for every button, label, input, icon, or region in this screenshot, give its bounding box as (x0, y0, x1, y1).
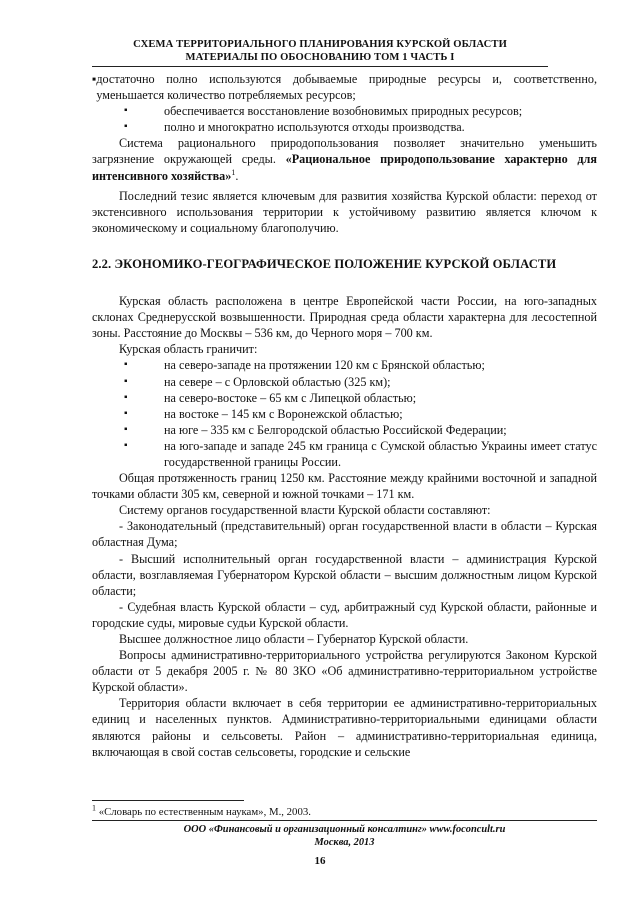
paragraph-rational: Система рационального природопользования позволяет значительно уменьшить загрязнение окружающей среды. «Рациональное природопользование характерно для интенсивного хозяйства»$^1$. (92, 136, 597, 183)
list-item (92, 119, 597, 135)
section-heading: 2.2. ЭКОНОМИКО-ГЕОГРАФИЧЕСКОЕ ПОЛОЖЕНИЕ КУРСКОЙ ОБЛАСТИ (92, 256, 557, 271)
list-item (92, 357, 597, 373)
bullet-icon: ▪ (124, 359, 128, 371)
list-item-text: на севере – с Орловской областью (325 км); (164, 374, 391, 389)
footer-company: ООО «Финансовый и организационный консалтинг» www.foconcult.ru (183, 824, 506, 835)
page-number: 16 (314, 855, 326, 867)
paragraph-legislative: - Законодательный (представительный) орган государственной власти в области – Курская областная Дума; (92, 519, 597, 550)
list-item (92, 438, 597, 470)
bullet-icon: ▪ (124, 375, 128, 387)
list-item (92, 103, 597, 119)
bullet-icon: ▪ (92, 72, 97, 86)
list-item (92, 406, 597, 422)
paragraph-thesis: Последний тезис является ключевым для развития хозяйства Курской области: переход от экстенсивного использования территории к устойчивому развитию является ключом к экономическому и социальному благополучию. (92, 188, 597, 235)
bullet-icon: ▪ (124, 407, 128, 419)
bullet-icon: ▪ (124, 391, 128, 403)
list-item-text: обеспечивается восстановление возобновимых природных ресурсов; (164, 104, 523, 119)
page-header (0, 38, 640, 67)
list-item (92, 374, 597, 390)
bullet-icon: ▪ (124, 121, 128, 133)
paragraph-length: Общая протяженность границ 1250 км. Расстояние между крайними восточной и западной точками области 305 км, северной и южной точками – 171 км. (92, 471, 597, 502)
header-subtitle: МАТЕРИАЛЫ ПО ОБОСНОВАНИЮ ТОМ 1 ЧАСТЬ I (92, 51, 548, 67)
footer-city-year: Москва, 2013 (314, 837, 375, 848)
list-item-text: на северо-западе на протяжении 120 км с Брянской областью; (164, 358, 485, 373)
footnote-divider (92, 800, 244, 801)
list-item-text: достаточно полно используются добываемые природные ресурсы и, соответственно, уменьшается количество потребляемых ресурсов; (96, 72, 597, 103)
list-item-text: на северо-востоке – 65 км с Липецкой областью; (164, 390, 417, 405)
paragraph-judicial: - Судебная власть Курской области – суд, арбитражный суд Курской области, районные и городские суды, мировые судьи Курской области. (92, 599, 597, 630)
header-title: СХЕМА ТЕРРИТОРИАЛЬНОГО ПЛАНИРОВАНИЯ КУРСКОЙ ОБЛАСТИ (133, 39, 507, 50)
list-item (92, 71, 597, 103)
paragraph-law: Вопросы административно-территориального устройства регулируются Законом Курской области от 5 декабря 2005 г. № 80 ЗКО «Об административно-территориальном устройстве Курской области». (92, 648, 597, 695)
bullet-icon: ▪ (124, 105, 128, 117)
list-item (92, 390, 597, 406)
document-body (92, 71, 597, 760)
list-item-text: на востоке – 145 км с Воронежской областью; (164, 406, 403, 421)
footnote-number: 1 (92, 803, 96, 813)
paragraph-system: Систему органов государственной власти Курской области составляют: (119, 503, 491, 518)
list-item (92, 422, 597, 438)
paragraph-borders-intro: Курская область граничит: (119, 342, 258, 357)
bullet-icon: ▪ (124, 423, 128, 435)
paragraph-executive: - Высший исполнительный орган государственной власти – администрация Курской области, возглавляемая Губернатором Курской области – высшим должностным лицом Курской области; (92, 551, 597, 598)
footnote-text: «Словарь по естественным наукам», М., 2003. (96, 806, 311, 818)
paragraph-territory: Территория области включает в себя территории ее административно-территориальных единиц и населенных пунктов. Административно-территориальными единицами области являются районы и сельсоветы. Район – административно-территориальная единица, включающая в свой состав сельсоветы, городские и сельские (92, 696, 597, 759)
paragraph-governor: Высшее должностное лицо области – Губернатор Курской области. (119, 632, 469, 646)
page-footer (92, 820, 597, 849)
paragraph-location: Курская область расположена в центре Европейской части России, на юго-западных склонах Среднерусской возвышенности. Природная среда области характерна для лесостепной зоны. Расстояние до Москвы – 536 км, до Черного моря – 700 км. (92, 294, 597, 341)
list-item-text: на юге – 335 км с Белгородской областью Российской Федерации; (164, 422, 507, 437)
footnote (92, 803, 311, 819)
bold-quote: «Рациональное природопользование характерно для интенсивного хозяйства» (92, 152, 597, 183)
bullet-icon: ▪ (124, 439, 128, 451)
list-item-text: полно и многократно используются отходы производства. (164, 120, 465, 135)
footnote-ref: 1 (231, 167, 236, 177)
list-item-text: на юго-западе и западе 245 км граница с Сумской областью Украины имеет статус государственной границы России. (164, 438, 597, 469)
